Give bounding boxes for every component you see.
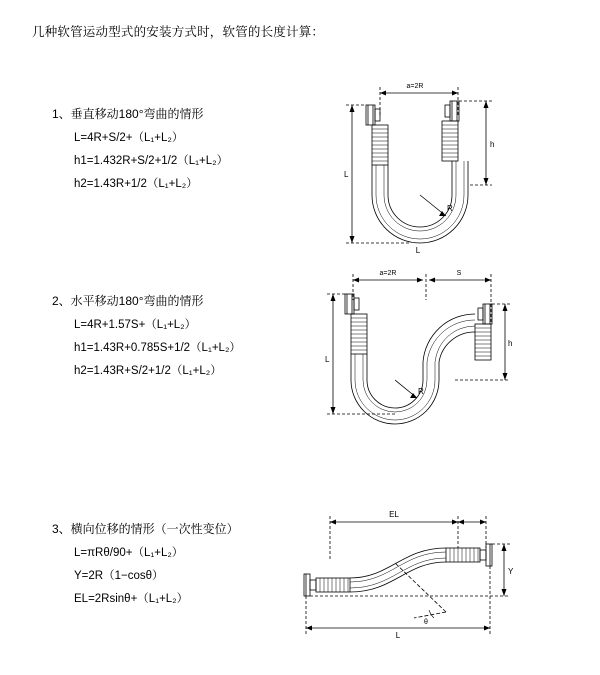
section-1-formula-3: h2=1.43R+1/2（L₁+L₂） — [74, 178, 198, 190]
section-2-title: 2、水平移动180°弯曲的情形 — [52, 294, 204, 308]
figure-2-label-radius: R — [418, 387, 424, 396]
figure-1-label-top: a=2R — [406, 83, 424, 90]
figure-1-label-height: h — [490, 140, 495, 149]
figure-2-label-side: L — [325, 355, 330, 364]
section-1-formula-2: h1=1.432R+S/2+1/2（L₁+L₂） — [74, 155, 229, 167]
horizontal-180-bend-diagram — [305, 262, 515, 447]
vertical-180-bend-diagram — [310, 75, 510, 270]
figure-3-label-top: EL — [389, 510, 399, 519]
section-2-formula-3: h2=1.43R+S/2+1/2（L₁+L₂） — [74, 365, 222, 377]
section-3-text — [52, 520, 322, 613]
figure-3-label-angle: θ — [424, 619, 428, 626]
section-2-formula-1: L=4R+1.57S+（L₁+L₂） — [74, 319, 197, 331]
figure-1-label-side: L — [344, 170, 349, 179]
section-3-title: 3、横向位移的情形（一次性变位） — [52, 522, 239, 536]
figure-2-label-top-left: a=2R — [379, 270, 397, 277]
figure-2-label-height: h — [508, 339, 513, 348]
lateral-offset-diagram — [290, 500, 520, 645]
section-1-text — [52, 105, 322, 198]
page-intro-text: 几种软管运动型式的安装方式时，软管的长度计算： — [32, 25, 325, 39]
figure-1-label-bottom: L — [415, 246, 421, 255]
section-3-formula-2: Y=2R（1−cosθ） — [74, 570, 164, 582]
figure-3-label-offset: Y — [508, 567, 514, 576]
section-2-formula-2: h1=1.43R+0.785S+1/2（L₁+L₂） — [74, 342, 241, 354]
figure-3-label-bottom: L — [395, 631, 401, 640]
section-1-title: 1、垂直移动180°弯曲的情形 — [52, 107, 204, 121]
section-3-formula-3: EL=2Rsinθ+（L₁+L₂） — [74, 593, 189, 605]
section-1-formula-1: L=4R+S/2+（L₁+L₂） — [74, 132, 184, 144]
figure-1-label-radius: R — [447, 204, 453, 213]
section-2-text — [52, 292, 322, 385]
figure-2-label-top-right: S — [456, 270, 462, 277]
section-3-formula-1: L=πRθ/90+（L₁+L₂） — [74, 547, 184, 559]
